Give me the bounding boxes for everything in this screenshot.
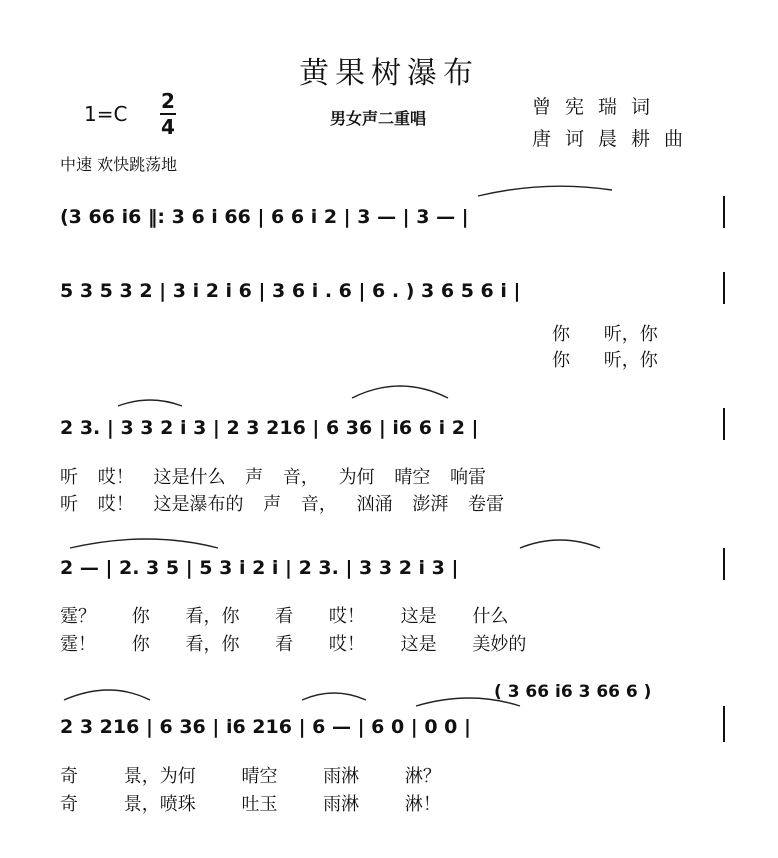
song-title: 黄果树瀑布 xyxy=(299,56,479,91)
system-1-notes: (3 66 i6 ‖: 3 6 i 66 | 6 6 i 2 | 3 — | 3 — | xyxy=(60,206,469,228)
system-5-lyric-1: 奇 景，为何 晴空 雨淋 淋？ xyxy=(60,766,441,787)
system-3-notes: 2 3. | 3 3 2 i 3 | 2 3 216 | 6 36 | i6 6 i 2 | xyxy=(60,417,479,439)
tempo-marking: 中速 欢快跳荡地 xyxy=(60,155,178,174)
key-signature: 1=C xyxy=(84,102,128,126)
system-4-lyric-2: 霆！ 你 看，你 看 哎！ 这是 美妙的 xyxy=(60,634,527,655)
time-signature-top: 2 xyxy=(161,89,175,113)
system-3-lyric-2: 听 哎！ 这是瀑布的 声 音， 汹涌 澎湃 卷雷 xyxy=(60,494,505,515)
lyricist-credit: 曾宪瑞词 xyxy=(532,96,665,118)
system-5-lyric-2: 奇 景，喷珠 吐玉 雨淋 淋！ xyxy=(60,794,441,815)
system-5-rests: ( 3 66 i6 3 66 6 ) xyxy=(494,682,652,702)
system-5-notes: 2 3 216 | 6 36 | i6 216 | 6 — | 6 0 | 0 0 | xyxy=(60,716,471,738)
slur-2 xyxy=(118,400,182,406)
composer-credit: 唐诃晨耕曲 xyxy=(532,128,698,150)
voices-label: 男女声二重唱 xyxy=(330,109,427,128)
slur-4 xyxy=(70,539,218,548)
system-2-notes: 5 3 5 3 2 | 3 i 2 i 6 | 3 6 i . 6 | 6 . ) 3 6 5 6 i | xyxy=(60,280,521,302)
slur-6 xyxy=(64,690,150,700)
system-2-lyric-1: 你 听，你 xyxy=(552,324,658,345)
slur-3 xyxy=(352,386,448,398)
system-3-lyric-1: 听 哎！ 这是什么 声 音， 为何 晴空 响雷 xyxy=(60,467,487,488)
slur-7 xyxy=(302,693,366,700)
system-2-lyric-2: 你 听，你 xyxy=(552,350,658,371)
slur-8 xyxy=(416,698,520,706)
system-4-lyric-1: 霆？ 你 看，你 看 哎！ 这是 什么 xyxy=(60,606,509,627)
system-4-notes: 2 — | 2. 3 5 | 5 3 i 2 i | 2 3. | 3 3 2 i 3 | xyxy=(60,557,459,579)
slur-1 xyxy=(478,186,612,196)
slur-5 xyxy=(520,540,600,548)
time-signature-bottom: 4 xyxy=(161,115,175,139)
